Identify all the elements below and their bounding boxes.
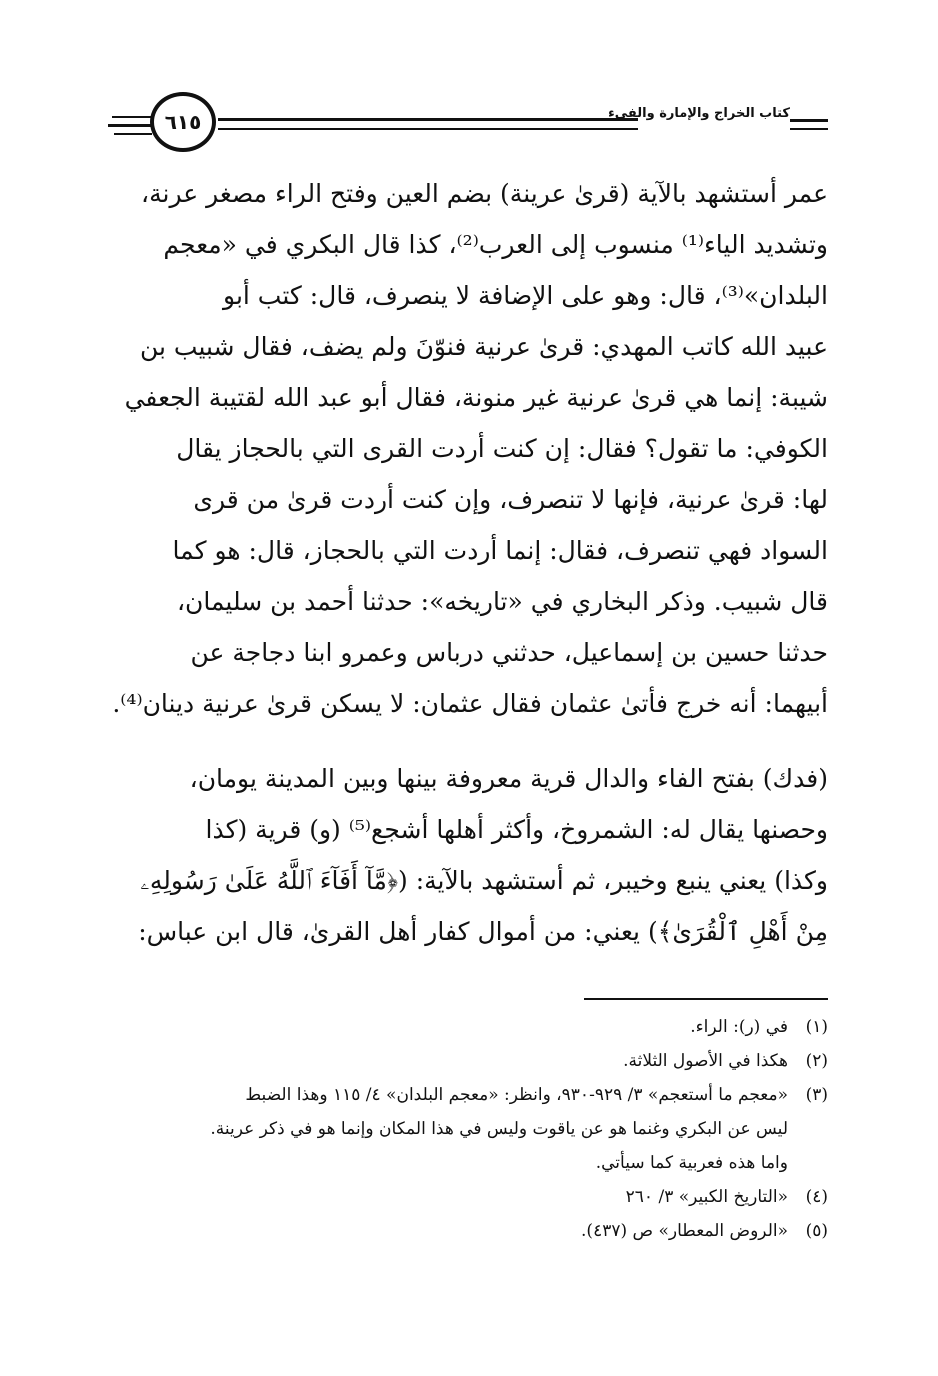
book-title: كتاب الخراج والإمارة والفيء xyxy=(608,106,790,121)
footnote-text: «معجم ما أستعجم» ٣/ ٩٢٩-٩٣٠، وانظر: «معجم البلدان» ٤/ ١١٥ وهذا الضبط xyxy=(245,1085,788,1105)
footnotes xyxy=(100,1010,828,1248)
text-line: (فدك) بفتح الفاء والدال قرية معروفة بينها وبين المدينة يومان، xyxy=(189,764,828,793)
footnote xyxy=(100,1078,828,1180)
text-line: قال شبيب. وذكر البخاري في «تاريخه»: حدثنا أحمد بن سليمان، xyxy=(176,587,828,616)
text-line: وكذا) يعني ينبع وخيبر، ثم أستشهد بالآية: (﴿مَّآ أَفَآءَ ٱللَّهُ عَلَىٰ رَسُولِهِۦ xyxy=(140,866,828,895)
page-number: ٦١٥ xyxy=(164,110,202,134)
paragraph xyxy=(104,753,828,957)
header-rule xyxy=(218,118,638,121)
footnote-number: (٥) xyxy=(805,1221,828,1241)
paragraph-gap xyxy=(104,729,828,753)
footnote xyxy=(100,1180,828,1214)
text-line: البلدان»⁽³⁾، قال: وهو على الإضافة لا ينصرف، قال: كتب أبو xyxy=(223,281,828,310)
footnote-text: واما هذه فعربية كما سيأتي. xyxy=(595,1153,788,1173)
text-line: السواد فهي تنصرف، فقال: إنما أردت التي بالحجاز، قال: هو كما xyxy=(172,536,828,565)
main-text xyxy=(104,168,828,957)
footnote-text: هكذا في الأصول الثلاثة. xyxy=(623,1051,788,1071)
footnote-separator xyxy=(584,998,828,1000)
text-line: أبيهما: أنه خرج فأتىٰ عثمان فقال عثمان: لا يسكن قرىٰ عرنية دينان⁽⁴⁾. xyxy=(112,689,828,718)
text-line: عمر أستشهد بالآية (قرىٰ عرينة) بضم العين وفتح الراء مصغر عرنة، xyxy=(141,179,828,208)
footnote xyxy=(100,1214,828,1248)
footnote xyxy=(100,1044,828,1078)
text-line: وتشديد الياء⁽¹⁾ منسوب إلى العرب⁽²⁾، كذا قال البكري في «معجم xyxy=(163,230,828,259)
footnote xyxy=(100,1010,828,1044)
text-line: شيبة: إنما هي قرىٰ عرنية غير منونة، فقال أبو عبد الله لقتيبة الجعفي xyxy=(124,383,828,412)
page-number-badge xyxy=(150,92,216,152)
paragraph xyxy=(104,168,828,729)
header-rule xyxy=(218,128,638,130)
footnote-number: (٤) xyxy=(805,1187,828,1207)
header-rule xyxy=(108,124,152,127)
text-line: عبيد الله كاتب المهدي: قرىٰ عرنية فنوّنَ ولم يضف، فقال شبيب بن xyxy=(139,332,828,361)
footnote-text: «التاريخ الكبير» ٣/ ٢٦٠ xyxy=(625,1187,788,1207)
text-line: الكوفي: ما تقول؟ فقال: إن كنت أردت القرى التي بالحجاز يقال xyxy=(176,434,828,463)
footnote-number: (١) xyxy=(805,1017,828,1037)
header-rule xyxy=(112,116,152,118)
footnote-number: (٢) xyxy=(805,1051,828,1071)
header-rule xyxy=(114,133,152,135)
text-line: حدثنا حسين بن إسماعيل، حدثني درباس وعمرو ابنا دجاجة عن xyxy=(190,638,828,667)
text-line: مِنْ أَهْلِ ٱلْقُرَىٰ﴾) يعني: من أموال كفار أهل القرىٰ، قال ابن عباس: xyxy=(138,917,828,946)
header-rule xyxy=(790,119,828,122)
footnote-text: في (ر): الراء. xyxy=(690,1017,788,1037)
footnote-text: ليس عن البكري وغنما هو عن ياقوت وليس في هذا المكان وإنما هو في ذكر عرينة. xyxy=(210,1119,788,1139)
footnote-text: «الروض المعطار» ص (٤٣٧). xyxy=(581,1221,788,1241)
text-line: وحصنها يقال له: الشمروخ، وأكثر أهلها أشجع⁽⁵⁾ (و) قرية (كذا xyxy=(205,815,828,844)
footnote-number: (٣) xyxy=(805,1085,828,1105)
text-line: لها: قرىٰ عرنية، فإنها لا تنصرف، وإن كنت أردت قرىٰ من قرى xyxy=(193,485,828,514)
page-header xyxy=(100,88,828,156)
header-rule xyxy=(790,128,828,130)
